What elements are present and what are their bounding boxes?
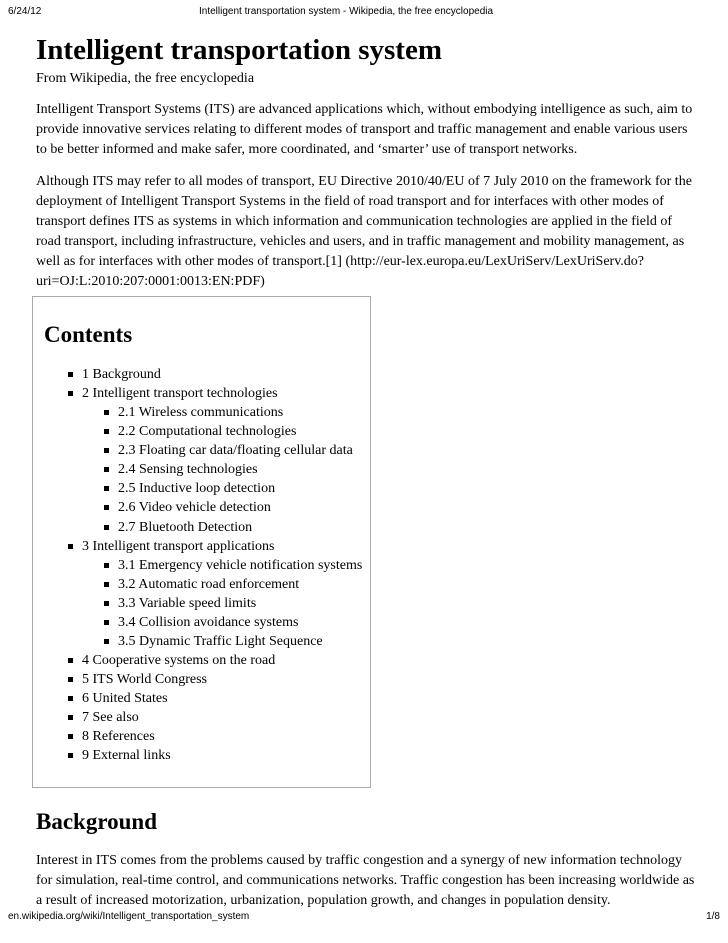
toc-item[interactable]: 2.3 Floating car data/floating cellular data (33, 441, 362, 460)
toc-heading: Contents (44, 322, 133, 347)
table-of-contents (32, 296, 371, 788)
toc-item[interactable]: 3 Intelligent transport applications (33, 537, 362, 556)
toc-item[interactable]: 3.3 Variable speed limits (33, 594, 362, 613)
print-date: 6/24/12 (8, 6, 42, 17)
toc-item[interactable]: 2.7 Bluetooth Detection (33, 518, 362, 537)
toc-item[interactable]: 1 Background (33, 365, 362, 384)
toc-item[interactable]: 3.4 Collision avoidance systems (33, 613, 362, 632)
toc-item[interactable]: 2 Intelligent transport technologies (33, 384, 362, 403)
print-page-title: Intelligent transportation system - Wikipedia, the free encyclopedia (199, 6, 494, 17)
print-header (0, 6, 728, 22)
toc-item[interactable]: 3.1 Emergency vehicle notification systems (33, 556, 362, 575)
toc-item[interactable]: 3.2 Automatic road enforcement (33, 575, 362, 594)
toc-item[interactable]: 9 External links (33, 746, 362, 765)
intro-paragraph-1: Intelligent Transport Systems (ITS) are advanced applications which, without embodying intelligence as such, aim to provide innovative services relating to different modes of transport and traffic management and enable various users to be better informed and make safer, more coordinated, and ‘smarter’ use of transport networks. (36, 102, 693, 157)
toc-item[interactable]: 6 United States (33, 689, 362, 708)
toc-item[interactable]: 2.6 Video vehicle detection (33, 498, 362, 517)
toc-item[interactable]: 2.5 Inductive loop detection (33, 479, 362, 498)
section-heading-background: Background (36, 809, 158, 834)
toc-item[interactable]: 8 References (33, 727, 362, 746)
article-tagline: From Wikipedia, the free encyclopedia (36, 71, 255, 86)
article-title: Intelligent transportation system (36, 34, 442, 66)
toc-item[interactable]: 2.1 Wireless communications (33, 403, 362, 422)
toc-item[interactable]: 5 ITS World Congress (33, 670, 362, 689)
toc-item[interactable]: 7 See also (33, 708, 362, 727)
toc-item[interactable]: 2.4 Sensing technologies (33, 460, 362, 479)
toc-item[interactable]: 3.5 Dynamic Traffic Light Sequence (33, 632, 362, 651)
background-paragraph: Interest in ITS comes from the problems caused by traffic congestion and a synergy of new information technology for simulation, real-time control, and communications networks. Traffic congestion has been increasing worldwide as a result of increased motorization, urbanization, population growth, and changes in population density. (36, 853, 695, 908)
page-count: 1/8 (706, 911, 720, 922)
intro-paragraph-2: Although ITS may refer to all modes of transport, EU Directive 2010/40/EU of 7 July 2010 on the framework for the deployment of Intelligent Transport Systems in the field of road transport and for interfaces with other modes of transport defines ITS as systems in which information and communication technologies are applied in the field of road transport, including infrastructure, vehicles and users, and in traffic management and mobility management, as well as for interfaces with other modes of transport.[1] (http://eur-lex.europa.eu/LexUriServ/LexUriServ.do?uri=OJ:L:2010:207:0001:0013:EN:PDF) (36, 174, 692, 289)
toc-list (33, 365, 362, 765)
toc-item[interactable]: 4 Cooperative systems on the road (33, 651, 362, 670)
print-url: en.wikipedia.org/wiki/Intelligent_transportation_system (8, 911, 250, 922)
toc-item[interactable]: 2.2 Computational technologies (33, 422, 362, 441)
